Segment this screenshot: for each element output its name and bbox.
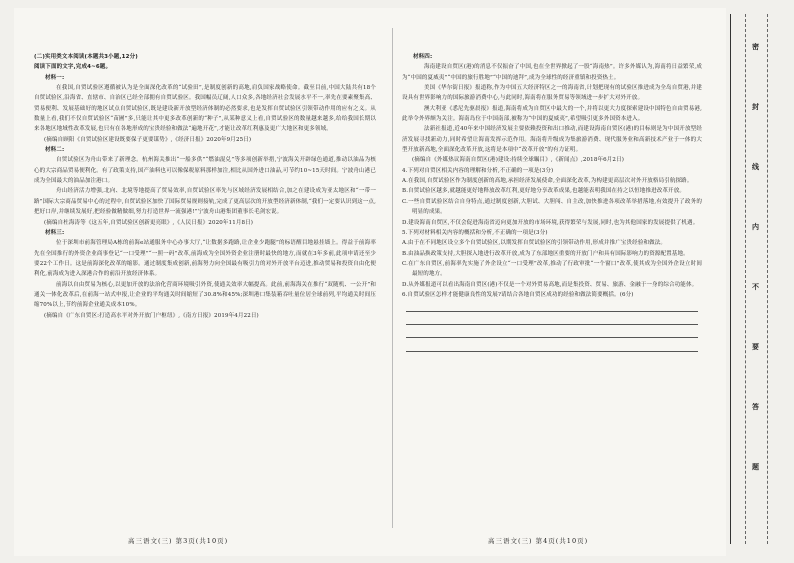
answer-line[interactable] <box>406 327 698 338</box>
binding-char: 题 <box>752 463 759 471</box>
binding-strip <box>730 14 783 544</box>
question-4-option-b: B.自贸试验区越多,就越能更好地释放改革红利,更好地分享改革成果,也越能表明我国在持之以恒地推进改革开放。 <box>402 188 685 195</box>
binding-char: 线 <box>752 163 759 171</box>
instruction: 阅读下面的文字,完成4~6题。 <box>34 64 112 71</box>
binding-char: 内 <box>752 223 759 231</box>
question-4: 4.下列对自贸区相关内容的理解和分析,不正确的一项是(3分) <box>402 167 554 174</box>
binding-char: 封 <box>752 103 759 111</box>
question-5-option-a: A.由于在不同地区设立多个自贸试验区,以期发挥自贸试验区的引领带动作用,形成并推广宝贵经验和做法。 <box>402 240 667 247</box>
material-1-text: 在我国,自贸试验区遵循被认为是全面深化改革的“试验田”,是制度创新的高地,肩负国家战略使命。截至目前,中国大陆共有18个自贸试验区,沿海省、直辖市、自治区已经全部拥有自贸试验区。我国幅员辽阔,人口众多,各地经济社会发展水平不一,率先在要素聚集高、贸易便利、发展基础好的地区试点自贸试验区,既是建设新开放型经济体制的必然要求,也是发挥自贸试验区引领带动作用的应有之义。从数量上看,我们不仅自贸试验区“苗圃”多,只能让其中更多改革创新的“种子”,从某种意义上看,自贸试验区的数量越来越多,给给我国长期以来各地区地域性改革发展,也只有在各地形成的宝贵经验和做法“遍地开花”,才能让改革红利惠及更广大地区和更多领域。 <box>34 85 376 133</box>
question-5-option-b: B.由油品换政策支持,大胆探入地进行改革开放,成为了东部地区重要的开放门户和具有国际影响力的资源配置基地。 <box>402 250 689 257</box>
footer-left: 高三语文(三) 第3页(共10页) <box>128 537 229 545</box>
answer-line[interactable] <box>406 300 698 311</box>
material-2-source: (摘编自杜海涛等《这五年,自贸试验区创新更亮眼》,《人民日报》2020年11月8日) <box>44 219 254 226</box>
material-4-label: 材料四: <box>413 54 433 60</box>
binding-char: 不 <box>752 283 759 291</box>
material-3-label: 材料三: <box>45 229 65 236</box>
question-5-option-d: D.从外媒报道可以看出海南自贸区(港)不仅是一个对外贸易高地,而是集投资、贸易、旅游、金融于一身的综合功能体。 <box>402 281 698 288</box>
binding-char: 答 <box>752 403 759 411</box>
column-divider <box>392 28 393 528</box>
material-3-text: 位于深圳市前海管理局A栋的前海e站通服务中心办事大厅,“让数据多跑路,让企业少跑腿”的标语醒目地悬挂墙上。得益于前海率先在全国推行的外资企业商事登记“一口受理”“一照一码”改革,前海成为全国外资企业注册时最快的地方,而就在3年多前,此项申请还至少要22个工作日。这是前海深化改革的缩影。通过制度集成创新,前海努力向全国最有吸引力的对外开放平台迈进,推动贸易和投资自由化便利化,前海成为进入深港合作的前沿开放经济体系。 <box>34 240 376 278</box>
material-2-text-2: 舟山经济活力增强,北向、北境等地提高了贸易效率,自贸试验区率先与区域经济发展相结合,加之在建设成为亚太地区和“一带一路”国际大宗商品贸易中心的过程中,自贸试验区加快了国际贸易规则接轨,完成了更高层次的开放型经济新体制,“我们一定要认识到这一点,把好口岸,并继续发展好,把经验做精做细,努力打造世界一流强港!”宁波舟山港集团董事长毛剑宏说。 <box>34 188 376 216</box>
question-5-option-c: C.在广东自贸区,前海率先实施了外企设立“一口受理”改革,推动了行政审批“一个窗口”改革,使其成为全国外企设立时间最短的地方。 <box>402 260 702 278</box>
material-4-text: 海南建设自贸区(港)的消息不仅振奋了中国,也在全世界掀起了一股“海南热”。许多外媒认为,海南将日益繁荣,成为“中国的夏威夷”“中国的旅行胜地”“中国的迪拜”,成为全球性的经济重镇和投资热土。 <box>402 64 702 81</box>
material-2-text: 自贸试验区为舟山带来了新理念。杭州海关推出“一船多供”“燃油混兑”等多项创新举措,宁波海关开辟绿色通道,推动以油品为核心的大宗商品贸易便利化。有了政策支持,国产油料也可以像保税原料那样加注,相比从国外进口油品,可节约10~15天时间。宁波舟山港已成为全国最大的油品加注港口。 <box>34 157 376 185</box>
question-6: 6.自贸试验区怎样才能健康良性的发展?请结合各地自贸区成功的经验和做法简要概括。(6分) <box>402 291 634 298</box>
material-1-source: (摘编自顾阳《自贸试验区建设既要保子更要谋势》,《经济日报》2020年9月25日) <box>44 136 252 143</box>
left-column <box>34 52 376 321</box>
material-4-text-4: 法新社报道,近40年来中国经济发展主要依赖投资和出口推动,而建设海南自贸区(港)的目标则是为中国开放型经济发展寻找新动力,同时希望让海南发挥示范作用。海南将升级成为集旅游消费、现代服务业和高新技术产业于一体的大型开放新高地,全面深化改革开放,这将是本项中“改革开放”的有力证明。 <box>402 126 702 154</box>
question-4-option-c: C.一些自贸试验区结合自身特点,通过制度创新,大胆试、大胆闯、自主改,加快推进各项改革举措落地,有效提升了政务的明显的成果。 <box>402 198 702 216</box>
question-4-option-d: D.建设海南自贸区,不仅会促进海南省迈向更加开放的市场环境,获得繁荣与发展,同时,也为其他国家的发展提供了机遇。 <box>402 219 699 226</box>
answer-line[interactable] <box>406 314 698 325</box>
material-3-text-2: 前海以自由贸易为核心,以更加开放的法治化营商环境吸引外资,使通关效率大幅提高。此前,前海海关在推行“双随机、一公开”和通关一体化改革后,在前海一站式申报,让企业的平均通关时间缩短了30.8%和45%;深圳港口集装箱吞吐量位居全球前列,平均通关时间压缩70%以上,节约前海企业通关成本10%。 <box>34 281 376 309</box>
answer-line[interactable] <box>406 340 698 351</box>
footer-right: 高三语文(三) 第4页(共10页) <box>488 537 589 545</box>
question-5: 5.下列对材料相关内容的概括和分析,不正确的一项是(3分) <box>402 229 548 236</box>
material-4-text-2: 美国《华尔街日报》报道称,作为中国五大经济特区之一的海南省,计划把现有的试验区推进成为全岛自贸港,并建设具有世界影响力的国际旅游消费中心,与此同时,海南将在服务贸易等领域进一步扩大对外开放。 <box>402 85 702 102</box>
material-4-source: (摘编自《外媒热议海南自贸区(港)建设:持续全球瞩目》,《新闻点》,2018年6月2日) <box>412 157 625 164</box>
binding-char: 密 <box>752 43 759 51</box>
material-4-text-3: 澳大利亚《悉尼先驱晨报》报道,海南将成为自贸区中最大的一个,并将以更大力度探索建设中国特色自由贸易港,此举令外界颇为关注。海南岛位于中国南部,被称为“中国的夏威夷”,希望吸引更多外国资本进入。 <box>402 105 702 123</box>
section-title: (二)实用类文本阅读(本题共3小题,12分) <box>34 54 138 60</box>
question-4-option-a: A.在我国,自贸试验区作为制度创新的高地,承担经济发展使命,全面深化改革,为构建更高层次对外开放格局引航探路。 <box>402 178 693 185</box>
binding-dashed-line <box>745 14 746 544</box>
binding-dashed-line <box>767 14 768 544</box>
binding-char: 要 <box>752 343 759 351</box>
material-3-source: (摘编自《广东自贸区:打造高水平对外开放门户枢纽》,《南方日报》2019年4月22日) <box>44 312 259 319</box>
right-column <box>402 52 702 354</box>
material-1-label: 材料一: <box>45 74 65 81</box>
material-2-label: 材料二: <box>45 147 65 154</box>
